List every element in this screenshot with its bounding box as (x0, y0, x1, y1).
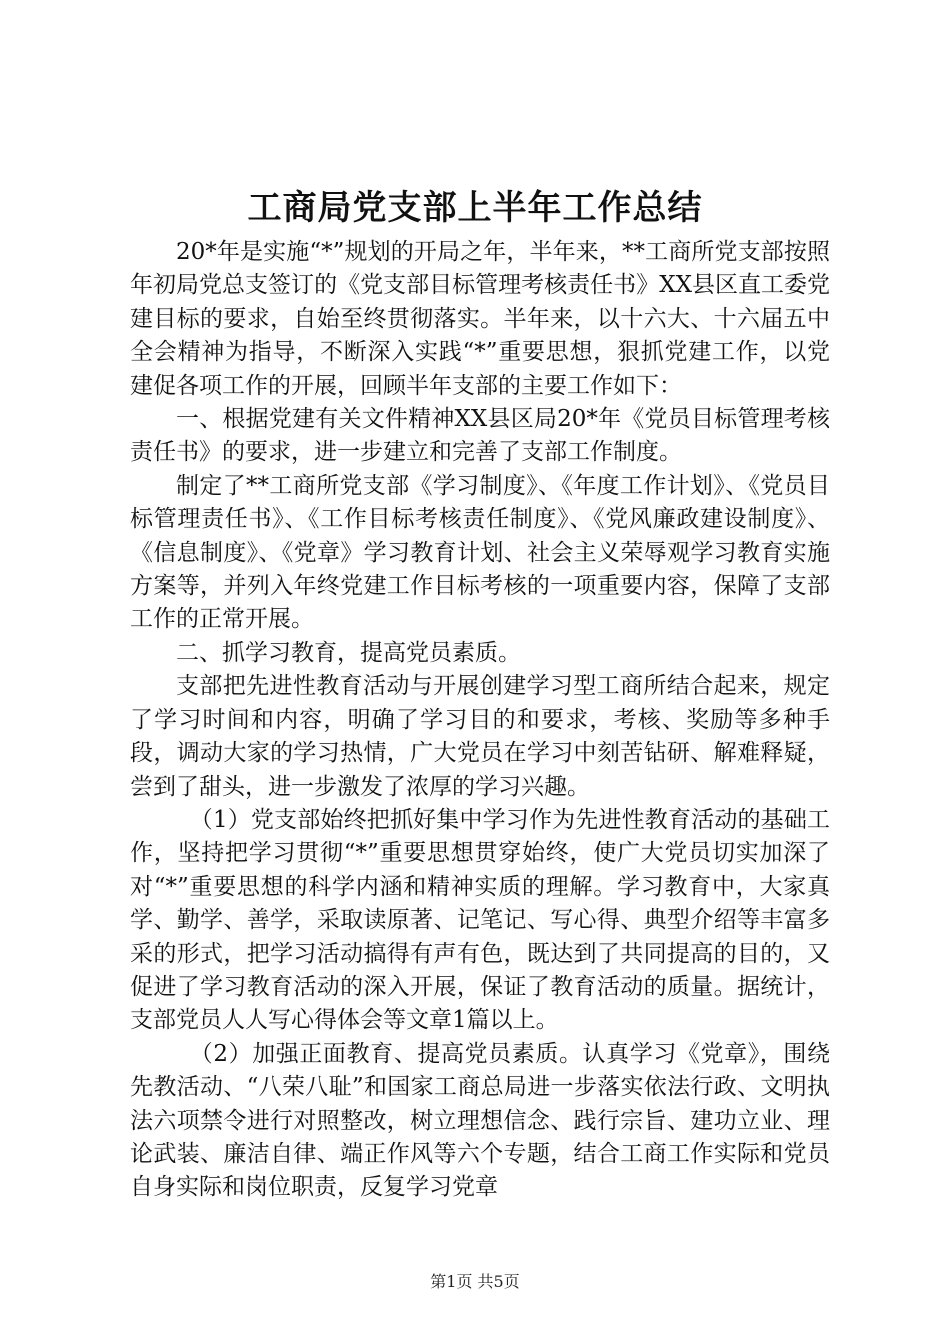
paragraph-item-2: （2）加强正面教育、提高党员素质。认真学习《党章》，围绕先教活动、“八荣八耻”和国家工商总局进一步落实依法行政、文明执法六项禁令进行对照整改，树立理想信念、践行宗旨、建功立业、理论武装、廉洁自律、端正作风等六个专题，结合工商工作实际和党员自身实际和岗位职责，反复学习党章 (130, 1040, 830, 1201)
document-body (130, 236, 830, 1205)
paragraph-section-1-heading: 一、根据党建有关文件精神XX县区局20*年《党员目标管理考核责任书》的要求，进一步建立和完善了支部工作制度。 (130, 406, 830, 466)
document-title: 工商局党支部上半年工作总结 (247, 188, 703, 228)
paragraph-intro: 20*年是实施“*”规划的开局之年，半年来，**工商所党支部按照年初局党总支签订的《党支部目标管理考核责任书》XX县区直工委党建目标的要求，自始至终贯彻落实。半年来，以十六大、十六届五中全会精神为指导，不断深入实践“*”重要思想，狠抓党建工作，以党建促各项工作的开展，回顾半年支部的主要工作如下： (130, 239, 830, 399)
paragraph-item-1: （1）党支部始终把抓好集中学习作为先进性教育活动的基础工作，坚持把学习贯彻“*”重要思想贯穿始终，使广大党员切实加深了对“*”重要思想的科学内涵和精神实质的理解。学习教育中，大家真学、勤学、善学，采取读原著、记笔记、写心得、典型介绍等丰富多采的形式，把学习活动搞得有声有色，既达到了共同提高的目的，又促进了学习教育活动的深入开展，保证了教育活动的质量。据统计，支部党员人人写心得体会等文章1篇以上。 (130, 806, 830, 1034)
paragraph-section-1-body: 制定了**工商所党支部《学习制度》、《年度工作计划》、《党员目标管理责任书》、《工作目标考核责任制度》、《党风廉政建设制度》、《信息制度》、《党章》学习教育计划、社会主义荣辱观学习教育实施方案等，并列入年终党建工作目标考核的一项重要内容，保障了支部工作的正常开展。 (130, 472, 830, 633)
paragraph-section-2-heading: 二、抓学习教育，提高党员素质。 (176, 639, 521, 666)
paragraph-section-2-body: 支部把先进性教育活动与开展创建学习型工商所结合起来，规定了学习时间和内容，明确了学习目的和要求，考核、奖励等多种手段，调动大家的学习热情，广大党员在学习中刻苦钻研、解难释疑，尝到了甜头，进一步激发了浓厚的学习兴趣。 (130, 673, 830, 800)
page-number-footer: 第1页 共5页 (430, 1272, 520, 1291)
